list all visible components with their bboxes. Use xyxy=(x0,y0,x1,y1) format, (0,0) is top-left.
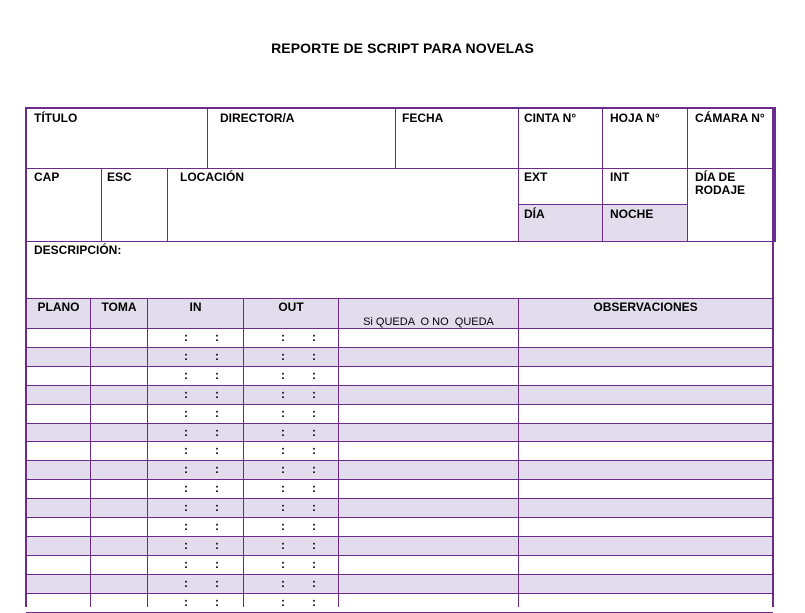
descripcion-label: DESCRIPCIÓN: xyxy=(34,243,122,257)
table-row-line xyxy=(26,555,773,556)
locacion-label: LOCACIÓN xyxy=(180,170,244,184)
dia-rodaje-label: DÍA DE RODAJE xyxy=(695,170,746,197)
col-toma: TOMA xyxy=(101,300,137,314)
table-row-line xyxy=(26,404,773,405)
int-label: INT xyxy=(610,170,630,184)
director-label: DIRECTOR/A xyxy=(220,111,295,125)
time-colon: : xyxy=(312,406,316,420)
table-row-line xyxy=(26,441,773,442)
time-colon: : xyxy=(281,519,285,533)
time-colon: : xyxy=(312,443,316,457)
table-row-line xyxy=(26,460,773,461)
time-colon: : xyxy=(184,387,188,401)
time-colon: : xyxy=(312,330,316,344)
table-row xyxy=(26,537,773,555)
time-colon: : xyxy=(312,500,316,514)
time-colon: : xyxy=(281,481,285,495)
time-colon: : xyxy=(312,387,316,401)
col-out: OUT xyxy=(278,300,304,314)
col-observaciones: OBSERVACIONES xyxy=(593,300,698,314)
time-colon: : xyxy=(312,519,316,533)
table-row xyxy=(26,575,773,593)
time-colon: : xyxy=(184,330,188,344)
time-colon: : xyxy=(184,500,188,514)
time-colon: : xyxy=(281,538,285,552)
time-colon: : xyxy=(215,349,219,363)
time-colon: : xyxy=(312,538,316,552)
time-colon: : xyxy=(184,538,188,552)
time-colon: : xyxy=(312,425,316,439)
time-colon: : xyxy=(215,406,219,420)
time-colon: : xyxy=(184,595,188,609)
time-colon: : xyxy=(184,443,188,457)
time-colon: : xyxy=(184,576,188,590)
time-colon: : xyxy=(184,368,188,382)
noche-label: NOCHE xyxy=(610,207,654,221)
time-colon: : xyxy=(215,557,219,571)
col-plano: PLANO xyxy=(37,300,80,314)
col-in: IN xyxy=(189,300,202,314)
time-colon: : xyxy=(184,519,188,533)
time-colon: : xyxy=(281,425,285,439)
hoja-label: HOJA N° xyxy=(610,111,660,125)
time-colon: : xyxy=(281,557,285,571)
dia-label: DÍA xyxy=(524,207,545,221)
time-colon: : xyxy=(215,387,219,401)
cinta-label: CINTA N° xyxy=(524,111,577,125)
time-colon: : xyxy=(215,519,219,533)
time-colon: : xyxy=(215,443,219,457)
time-colon: : xyxy=(281,368,285,382)
esc-label: ESC xyxy=(107,170,132,184)
table-row-line xyxy=(26,536,773,537)
time-colon: : xyxy=(312,462,316,476)
time-colon: : xyxy=(215,368,219,382)
time-colon: : xyxy=(312,595,316,609)
time-colon: : xyxy=(312,349,316,363)
time-colon: : xyxy=(281,349,285,363)
table-row-line xyxy=(26,593,773,594)
table-row xyxy=(26,499,773,517)
time-colon: : xyxy=(184,349,188,363)
camara-label: CÁMARA N° xyxy=(695,111,765,125)
titulo-label: TÍTULO xyxy=(34,111,78,125)
table-row xyxy=(26,348,773,366)
table-row-line xyxy=(26,347,773,348)
time-colon: : xyxy=(215,462,219,476)
table-row-line xyxy=(26,517,773,518)
time-colon: : xyxy=(281,462,285,476)
col-queda: Si QUEDA O NO QUEDA xyxy=(363,316,494,328)
time-colon: : xyxy=(215,538,219,552)
time-colon: : xyxy=(312,557,316,571)
time-colon: : xyxy=(184,406,188,420)
table-row-line xyxy=(26,385,773,386)
ext-label: EXT xyxy=(524,170,548,184)
time-colon: : xyxy=(215,425,219,439)
table-row-line xyxy=(26,498,773,499)
time-colon: : xyxy=(312,368,316,382)
table-row-line xyxy=(26,479,773,480)
time-colon: : xyxy=(215,500,219,514)
time-colon: : xyxy=(215,481,219,495)
time-colon: : xyxy=(312,481,316,495)
time-colon: : xyxy=(184,557,188,571)
time-colon: : xyxy=(215,330,219,344)
table-row-line xyxy=(26,366,773,367)
table-row-line xyxy=(26,423,773,424)
time-colon: : xyxy=(281,387,285,401)
table-row xyxy=(26,424,773,442)
report-title: REPORTE DE SCRIPT PARA NOVELAS xyxy=(271,40,534,56)
time-colon: : xyxy=(281,443,285,457)
fecha-label: FECHA xyxy=(402,111,444,125)
time-colon: : xyxy=(281,330,285,344)
time-colon: : xyxy=(215,595,219,609)
table-row-line xyxy=(26,574,773,575)
table-row xyxy=(26,386,773,404)
time-colon: : xyxy=(184,425,188,439)
table-row xyxy=(26,461,773,479)
time-colon: : xyxy=(184,481,188,495)
time-colon: : xyxy=(281,576,285,590)
time-colon: : xyxy=(281,595,285,609)
time-colon: : xyxy=(312,576,316,590)
time-colon: : xyxy=(281,500,285,514)
time-colon: : xyxy=(281,406,285,420)
time-colon: : xyxy=(215,576,219,590)
time-colon: : xyxy=(184,462,188,476)
cap-label: CAP xyxy=(34,170,60,184)
